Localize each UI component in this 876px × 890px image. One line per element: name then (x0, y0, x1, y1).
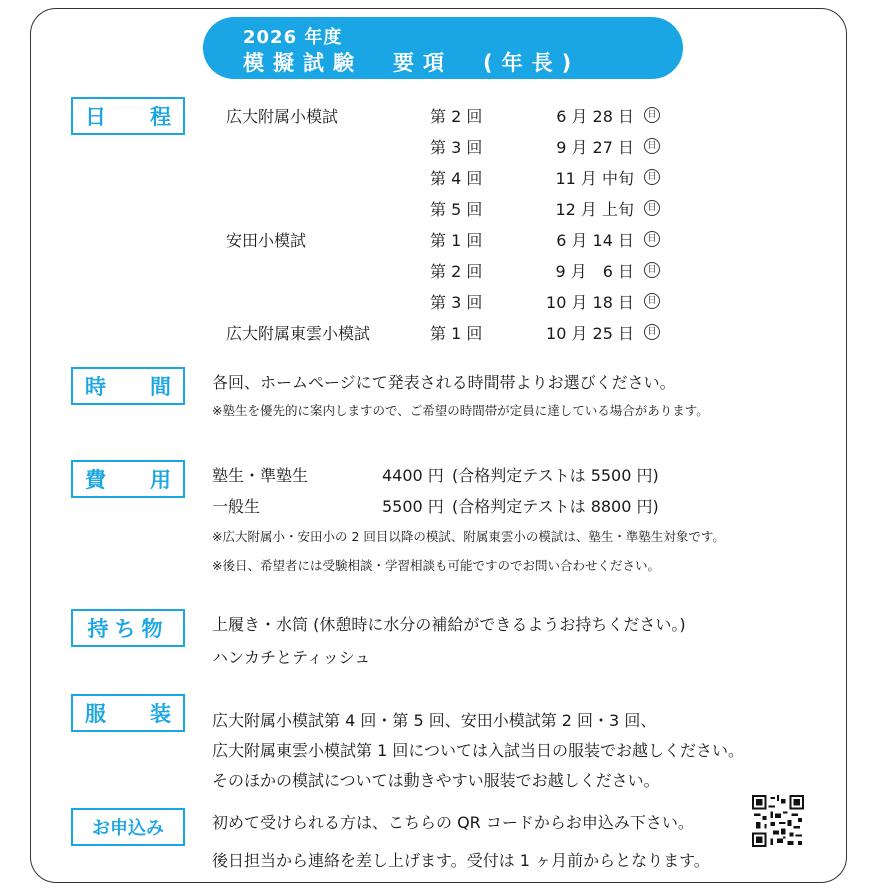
time-text: 各回、ホームページにて発表される時間帯よりお選びください。 (212, 373, 676, 392)
items-line-1: 上履き・水筒 (休憩時に水分の補給ができるようお持ちください。) (212, 615, 686, 634)
qr-code-icon[interactable] (752, 795, 804, 847)
apply-line-2: 後日担当から連絡を差し上げます。受付は 1 ヶ月前からとなります。 (212, 851, 710, 870)
fee-who-1: 塾生・準塾生 (212, 466, 309, 485)
sunday-mark: 日 (644, 231, 660, 247)
title-main: 模擬試験 要項 (年長) (243, 51, 581, 75)
sunday-mark: 日 (644, 169, 660, 185)
sunday-mark: 日 (644, 138, 660, 154)
clothes-line-3: そのほかの模試については動きやすい服装でお越しください。 (212, 771, 660, 790)
schedule-date: 10 月 18 日 (546, 293, 634, 312)
sunday-mark: 日 (644, 200, 660, 216)
schedule-label: 日 程 (71, 97, 185, 135)
fee-who-2: 一般生 (212, 497, 261, 516)
time-label: 時 間 (71, 367, 185, 405)
clothes-line-1: 広大附属小模試第 4 回・第 5 回、安田小模試第 2 回・3 回、 (212, 711, 657, 730)
schedule-round: 第 3 回 (430, 138, 483, 157)
schedule-round: 第 1 回 (430, 324, 483, 343)
apply-line-1: 初めて受けられる方は、こちらの QR コードからお申込み下さい。 (212, 813, 694, 832)
schedule-date: 6 月 14 日 (556, 231, 634, 250)
fee-note-2: ※後日、希望者には受験相談・学習相談も可能ですのでお問い合わせください。 (212, 558, 660, 573)
schedule-round: 第 1 回 (430, 231, 483, 250)
schedule-date: 6 月 28 日 (556, 107, 634, 126)
apply-label: お申込み (71, 808, 185, 846)
sunday-mark: 日 (644, 293, 660, 309)
schedule-date: 10 月 25 日 (546, 324, 634, 343)
schedule-round: 第 2 回 (430, 107, 483, 126)
schedule-school: 広大附属小模試 (226, 107, 339, 126)
schedule-date: 12 月 上旬 (555, 200, 634, 219)
schedule-date: 9 月 6 日 (555, 262, 634, 281)
title-banner (203, 17, 683, 79)
time-note: ※塾生を優先的に案内しますので、ご希望の時間帯が定員に達している場合があります。 (212, 403, 709, 418)
sunday-mark: 日 (644, 107, 660, 123)
schedule-round: 第 4 回 (430, 169, 483, 188)
clothes-label: 服 装 (71, 694, 185, 732)
fee-price-2: 5500 円 (382, 497, 444, 516)
sunday-mark: 日 (644, 324, 660, 340)
fee-extra-2: (合格判定テストは 8800 円) (452, 497, 659, 516)
clothes-line-2: 広大附属東雲小模試第 1 回については入試当日の服装でお越しください。 (212, 741, 745, 760)
schedule-school: 安田小模試 (226, 231, 307, 250)
schedule-round: 第 2 回 (430, 262, 483, 281)
schedule-round: 第 5 回 (430, 200, 483, 219)
sunday-mark: 日 (644, 262, 660, 278)
items-line-2: ハンカチとティッシュ (212, 648, 371, 667)
fee-note-1: ※広大附属小・安田小の 2 回目以降の模試、附属東雲小の模試は、塾生・準塾生対象です。 (212, 529, 725, 544)
fee-price-1: 4400 円 (382, 466, 444, 485)
fee-extra-1: (合格判定テストは 5500 円) (452, 466, 659, 485)
schedule-date: 9 月 27 日 (556, 138, 634, 157)
schedule-school: 広大附属東雲小模試 (226, 324, 371, 343)
items-label: 持ち物 (71, 609, 185, 647)
schedule-round: 第 3 回 (430, 293, 483, 312)
schedule-date: 11 月 中旬 (555, 169, 634, 188)
title-year: 2026 年度 (243, 27, 343, 48)
fee-label: 費 用 (71, 460, 185, 498)
